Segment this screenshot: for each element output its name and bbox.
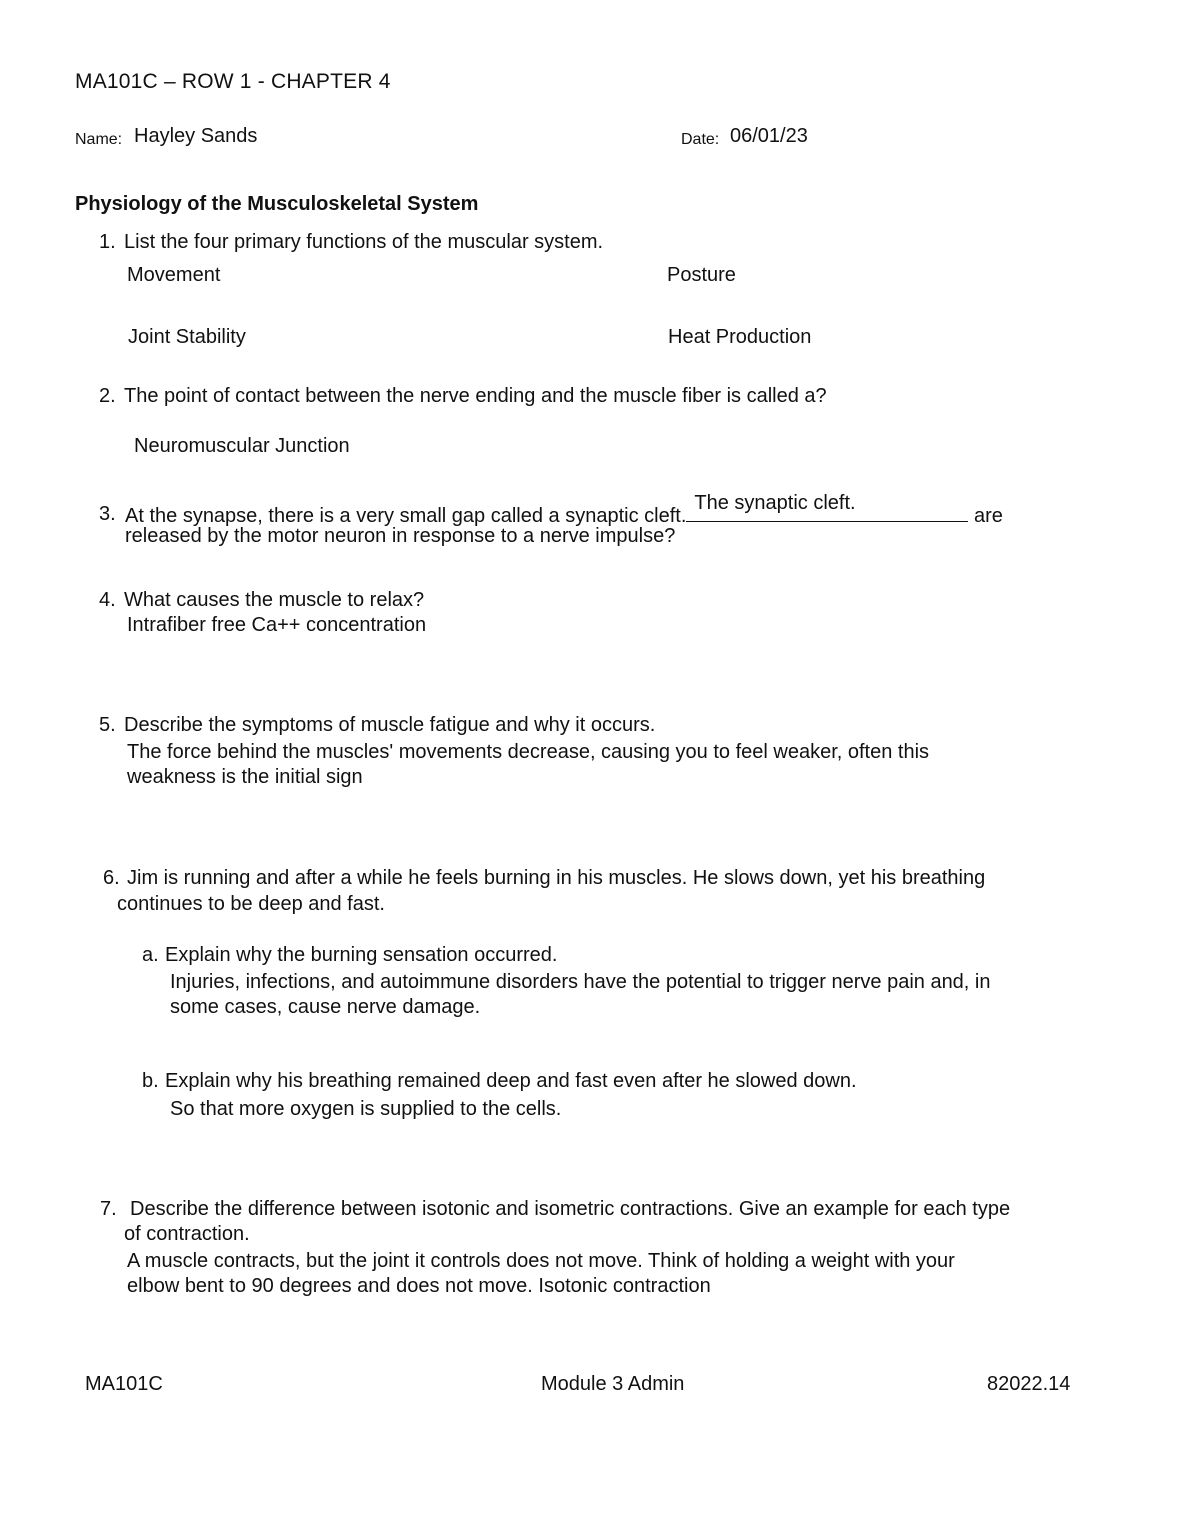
q7-answer-line2: elbow bent to 90 degrees and does not move. Isotonic contraction [127, 1275, 711, 1297]
q3-line2: released by the motor neuron in response to a nerve impulse? [125, 525, 676, 547]
q1-answer-1: Movement [127, 264, 221, 286]
q3-blank[interactable] [686, 492, 968, 522]
q1-answer-3: Joint Stability [128, 326, 246, 348]
q6-text-line2: continues to be deep and fast. [117, 893, 385, 915]
q1-number: 1. [99, 231, 116, 253]
q6a-text: Explain why the burning sensation occurred. [165, 944, 558, 966]
q7-answer-line1: A muscle contracts, but the joint it controls does not move. Think of holding a weight with your [127, 1250, 955, 1272]
q1-answer-4: Heat Production [668, 326, 812, 348]
q6a-label: a. [142, 944, 159, 966]
q4-text: What causes the muscle to relax? [124, 589, 425, 611]
q3-text-before: At the synapse, there is a very small gap called a synaptic cleft. [125, 505, 687, 527]
section-title: Physiology of the Musculoskeletal System [75, 193, 479, 215]
name-value: Hayley Sands [134, 125, 258, 147]
q6b-answer: So that more oxygen is supplied to the cells. [170, 1098, 562, 1120]
course-title: MA101C – ROW 1 - CHAPTER 4 [75, 70, 391, 93]
q1-answer-2: Posture [667, 264, 736, 286]
q7-number: 7. [100, 1198, 117, 1220]
q3-text-after: are [973, 505, 1003, 527]
q6-number: 6. [103, 867, 120, 889]
q3-blank-answer: The synaptic cleft. [694, 492, 856, 514]
q5-text: Describe the symptoms of muscle fatigue and why it occurs. [124, 714, 656, 736]
q7-text-line2: of contraction. [124, 1223, 250, 1245]
q7-text-line1: Describe the difference between isotonic and isometric contractions. Give an example for each type [130, 1198, 1011, 1220]
q1-text: List the four primary functions of the muscular system. [124, 231, 604, 253]
q6b-label: b. [142, 1070, 159, 1092]
date-label: Date: [681, 131, 720, 148]
q6-text-line1: Jim is running and after a while he feels burning in his muscles. He slows down, yet his breathing [127, 867, 986, 889]
q6a-answer-line1: Injuries, infections, and autoimmune disorders have the potential to trigger nerve pain and, in [170, 971, 991, 993]
q5-answer-line1: The force behind the muscles' movements decrease, causing you to feel weaker, often this [127, 741, 930, 763]
q2-number: 2. [99, 385, 116, 407]
date-value: 06/01/23 [730, 125, 808, 147]
q4-number: 4. [99, 589, 116, 611]
q2-answer: Neuromuscular Junction [134, 435, 350, 457]
footer-center: Module 3 Admin [541, 1373, 685, 1395]
q3-number: 3. [99, 503, 116, 525]
footer-left: MA101C [85, 1373, 163, 1395]
q4-answer: Intrafiber free Ca++ concentration [127, 614, 427, 636]
name-label: Name: [75, 131, 123, 148]
q6a-answer-line2: some cases, cause nerve damage. [170, 996, 481, 1018]
q5-number: 5. [99, 714, 116, 736]
q2-text: The point of contact between the nerve ending and the muscle fiber is called a? [124, 385, 827, 407]
q5-answer-line2: weakness is the initial sign [127, 766, 363, 788]
footer-right: 82022.14 [987, 1373, 1071, 1395]
q6b-text: Explain why his breathing remained deep and fast even after he slowed down. [165, 1070, 857, 1092]
